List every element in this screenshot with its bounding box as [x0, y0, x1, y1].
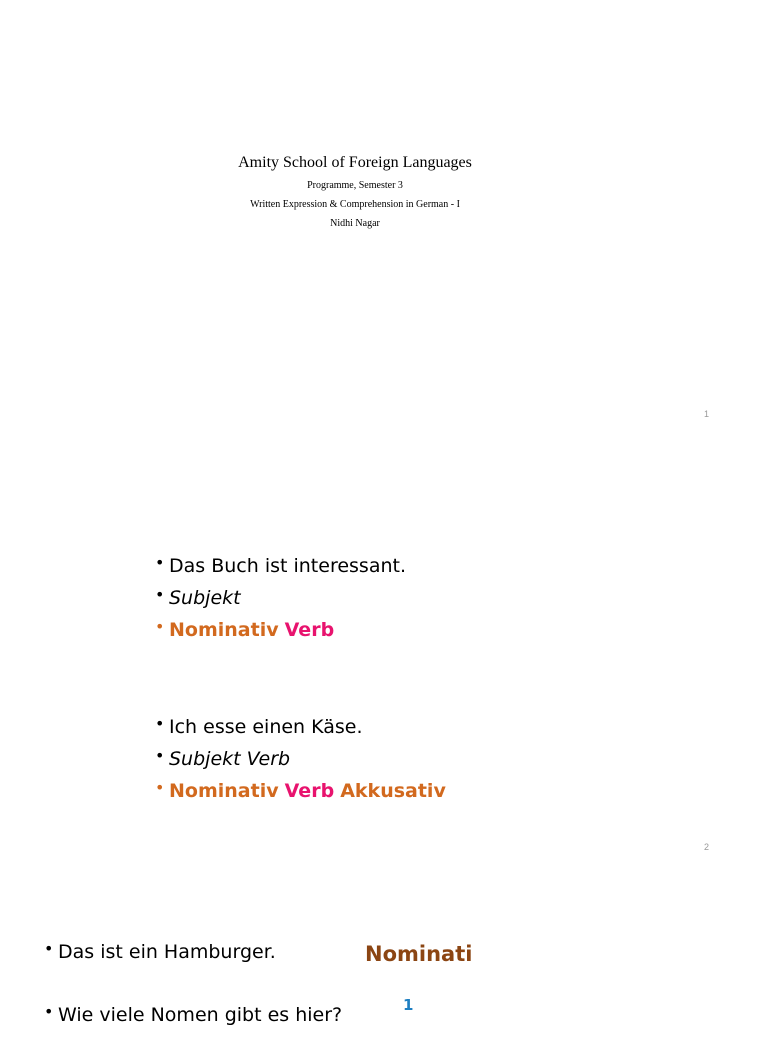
roles-text: Subjekt: [169, 587, 241, 609]
title-block: [0, 150, 710, 233]
list-item: [155, 550, 406, 582]
nominativ-side-label: Nominati: [365, 942, 473, 966]
bullet-icon: •: [44, 1002, 54, 1021]
bullet-icon: •: [155, 778, 165, 797]
programme-line: Programme, Semester 3: [307, 180, 403, 191]
nominativ-label: Nominativ: [169, 619, 279, 641]
author-line: Nidhi Nagar: [330, 218, 380, 229]
bullet-icon: •: [44, 939, 54, 958]
bullet-icon: •: [155, 746, 165, 765]
bullet-list: [155, 550, 406, 646]
list-item: [155, 582, 406, 614]
school-title: Amity School of Foreign Languages: [238, 154, 472, 171]
sentence-text: Ich esse einen Käse.: [169, 716, 363, 738]
nominativ-label: Nominativ: [169, 780, 279, 802]
question-text: Wie viele Nomen gibt es hier?: [58, 1004, 343, 1026]
bullet-icon: •: [155, 714, 165, 733]
bullet-icon: •: [155, 553, 165, 572]
slide-1: [0, 0, 768, 432]
sentence-text: Das ist ein Hamburger.: [58, 941, 276, 963]
bullet-icon: •: [155, 617, 165, 636]
roles-text: Subjekt Verb: [169, 748, 291, 770]
list-item: [155, 775, 446, 807]
bullet-list: [155, 711, 446, 807]
list-item: [155, 614, 406, 646]
sentence-text: Das Buch ist interessant.: [169, 555, 406, 577]
list-item: [155, 743, 446, 775]
verb-label: Verb: [284, 780, 335, 802]
count-number: 1: [403, 996, 414, 1014]
slide-3: [0, 864, 768, 1024]
page-number: 2: [703, 842, 709, 852]
list-item: [155, 711, 446, 743]
list-item: [44, 936, 342, 999]
slide-2: [0, 432, 768, 864]
course-line: Written Expression & Comprehension in German - I: [250, 199, 460, 210]
bullet-list: [44, 936, 342, 1062]
list-item: [44, 999, 342, 1062]
bullet-icon: •: [155, 585, 165, 604]
page-number: 1: [703, 409, 709, 419]
akkusativ-label: Akkusativ: [340, 780, 446, 802]
verb-label: Verb: [284, 619, 335, 641]
